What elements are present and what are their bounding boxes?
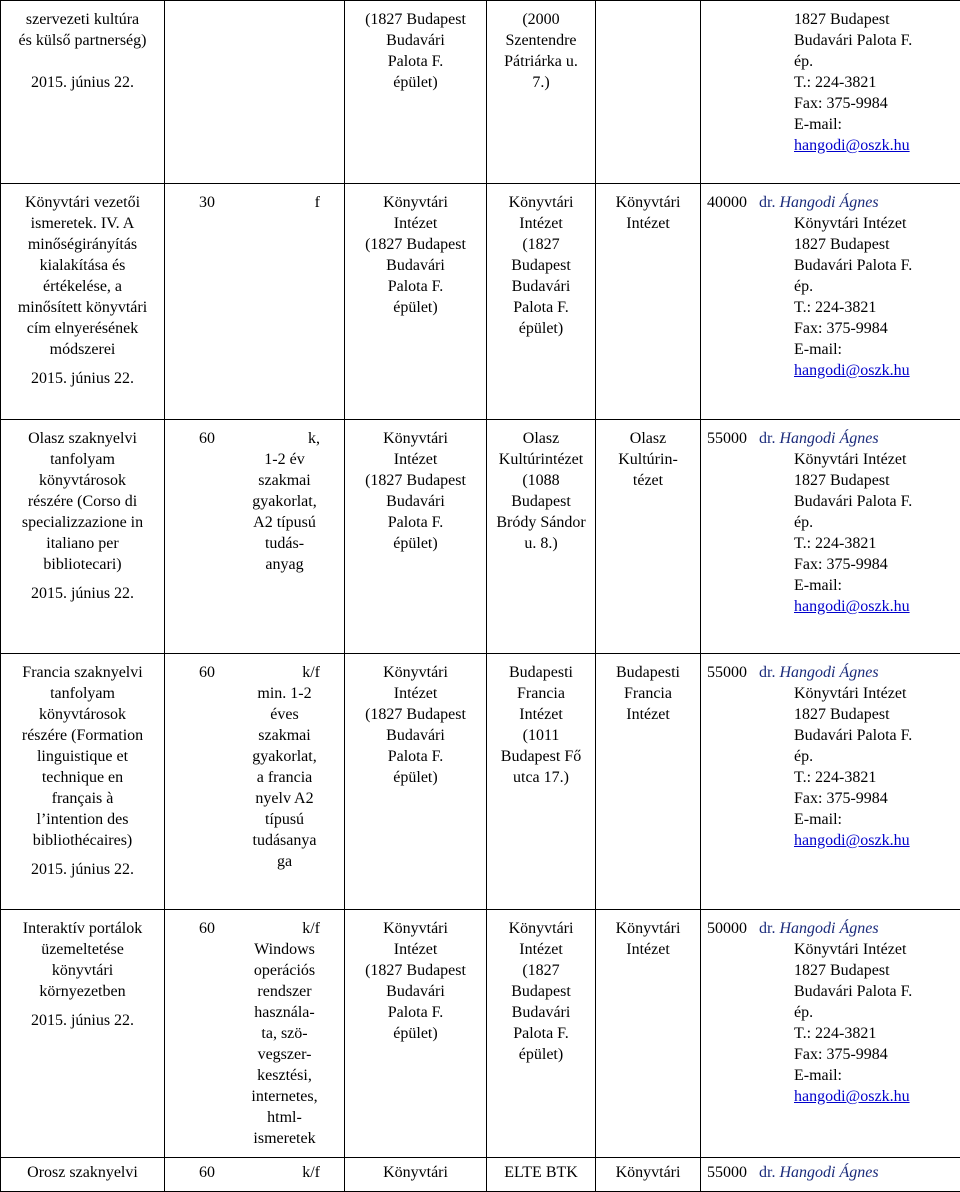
form-value: k/f	[302, 662, 320, 683]
venue-cell	[345, 184, 487, 420]
text-line: kialakítása és	[5, 255, 160, 276]
text-line: anyag	[229, 554, 340, 575]
course-date: 2015. június 22.	[5, 72, 160, 93]
text-line: Budavári Palota F.	[794, 725, 956, 746]
prerequisites	[169, 683, 340, 872]
organizer-cell	[487, 420, 596, 654]
course-name: Orosz szaknyelvi	[27, 1164, 138, 1181]
text-line: Könyvtári	[600, 192, 696, 213]
text-line: Intézet	[491, 939, 591, 960]
form-value: k/f	[302, 918, 320, 939]
text-line: T.: 224-3821	[794, 533, 956, 554]
text-line: épület)	[349, 297, 482, 318]
text-line: Budapest	[491, 255, 591, 276]
text-line: Könyvtári Intézet	[794, 449, 956, 470]
text-line: tanfolyam	[5, 683, 160, 704]
text-line: 1827 Budapest	[794, 704, 956, 725]
text-line: 7.)	[491, 72, 591, 93]
hours-value: 60	[199, 662, 215, 683]
table-row	[1, 184, 960, 420]
contact-cell	[701, 184, 960, 420]
text-line: Könyvtári	[349, 918, 482, 939]
text-line: környezetben	[5, 981, 160, 1002]
course-date: 2015. június 22.	[5, 368, 160, 389]
text-line: E-mail:	[794, 575, 956, 596]
applicant-value: Könyvtári	[616, 1164, 681, 1181]
text-line: Könyvtári	[349, 192, 482, 213]
course-date: 2015. június 22.	[5, 859, 160, 880]
hours-form	[169, 662, 340, 683]
text-line: internetes,	[229, 1086, 340, 1107]
course-date: 2015. június 22.	[5, 583, 160, 604]
text-line: típusú	[229, 809, 340, 830]
contact-title: dr.	[759, 430, 775, 447]
hours-form	[169, 918, 340, 939]
text-line: ép.	[794, 512, 956, 533]
hours-form	[169, 1162, 340, 1183]
prerequisites	[169, 939, 340, 1149]
text-line: minősített könyvtári	[5, 297, 160, 318]
text-line: Könyvtári Intézet	[794, 939, 956, 960]
text-line: Fax: 375-9984	[794, 1044, 956, 1065]
hours-form	[169, 428, 340, 449]
contact-details	[707, 213, 956, 381]
text-line: könyvtári	[5, 960, 160, 981]
text-line: ép.	[794, 51, 956, 72]
text-line: ép.	[794, 276, 956, 297]
course-cell	[1, 654, 165, 910]
text-line: 1827 Budapest	[794, 9, 956, 30]
fee-value: 40000	[707, 194, 747, 211]
text-line: (1827 Budapest	[349, 960, 482, 981]
text-line: Budavári	[349, 30, 482, 51]
text-line: (1827 Budapest	[349, 704, 482, 725]
fee-value: 50000	[707, 920, 747, 937]
hours-value: 60	[199, 918, 215, 939]
text-line: gyakorlat,	[229, 491, 340, 512]
text-line: Intézet	[600, 939, 696, 960]
text-line: (1827 Budapest	[349, 234, 482, 255]
contact-name: Hangodi Ágnes	[779, 194, 878, 211]
contact-title: dr.	[759, 194, 775, 211]
venue-value: Könyvtári	[383, 1164, 448, 1181]
contact-details	[707, 9, 956, 156]
text-line: Budavári	[491, 276, 591, 297]
text-line: Palota F.	[491, 1023, 591, 1044]
text-line: Intézet	[349, 683, 482, 704]
text-line: (1011	[491, 725, 591, 746]
email-link[interactable]: hangodi@oszk.hu	[794, 1088, 910, 1105]
course-table-body	[1, 1, 960, 1192]
hours-value: 30	[199, 192, 215, 213]
text-line: rendszer	[229, 981, 340, 1002]
text-line: ép.	[794, 746, 956, 767]
text-line: ta, szö-	[229, 1023, 340, 1044]
course-cell	[1, 1, 165, 184]
text-line: l’intention des	[5, 809, 160, 830]
text-line: T.: 224-3821	[794, 1023, 956, 1044]
text-line: E-mail:	[794, 339, 956, 360]
table-row	[1, 654, 960, 910]
text-line: Budapest	[491, 981, 591, 1002]
text-line: min. 1-2	[229, 683, 340, 704]
text-line: bibliothécaires)	[5, 830, 160, 851]
contact-cell	[701, 420, 960, 654]
text-line: Budavári	[491, 1002, 591, 1023]
table-row	[1, 1, 960, 184]
text-line: éves	[229, 704, 340, 725]
text-line: használa-	[229, 1002, 340, 1023]
fee-value: 55000	[707, 430, 747, 447]
text-line: tudás-	[229, 533, 340, 554]
contact-name: Hangodi Ágnes	[779, 920, 878, 937]
fee-contact-line	[707, 918, 956, 939]
text-line: (1827	[491, 234, 591, 255]
text-line: Francia szaknyelvi	[5, 662, 160, 683]
contact-name: Hangodi Ágnes	[779, 1164, 878, 1181]
text-line: Könyvtári	[349, 662, 482, 683]
text-line: Könyvtári Intézet	[794, 213, 956, 234]
applicant-cell	[596, 420, 701, 654]
contact-name: Hangodi Ágnes	[779, 430, 878, 447]
text-line: ga	[229, 851, 340, 872]
text-line: könyvtárosok	[5, 704, 160, 725]
text-line: kesztési,	[229, 1065, 340, 1086]
text-line: Bródy Sándor	[491, 512, 591, 533]
text-line: szervezeti kultúra	[5, 9, 160, 30]
applicant-cell	[596, 1158, 701, 1192]
text-line: részére (Corso di	[5, 491, 160, 512]
text-line: vegszer-	[229, 1044, 340, 1065]
hours-form-cell	[165, 1, 345, 184]
fee-value: 55000	[707, 664, 747, 681]
text-line: T.: 224-3821	[794, 297, 956, 318]
text-line: minőségirányítás	[5, 234, 160, 255]
text-line: tudásanya	[229, 830, 340, 851]
text-line: ismeretek. IV. A	[5, 213, 160, 234]
text-line: Fax: 375-9984	[794, 788, 956, 809]
text-line: 1827 Budapest	[794, 234, 956, 255]
course-cell	[1, 420, 165, 654]
text-line: Francia	[491, 683, 591, 704]
fee-contact-line	[707, 428, 956, 449]
text-line: E-mail:	[794, 114, 956, 135]
text-line: Palota F.	[349, 51, 482, 72]
text-line: Kultúrin-	[600, 449, 696, 470]
hours-form-cell	[165, 654, 345, 910]
venue-cell	[345, 1, 487, 184]
text-line: épület)	[349, 1023, 482, 1044]
text-line: gyakorlat,	[229, 746, 340, 767]
form-value: k,	[308, 428, 320, 449]
text-line: épület)	[349, 72, 482, 93]
course-cell	[1, 910, 165, 1158]
text-line: cím elnyerésének	[5, 318, 160, 339]
text-line: Fax: 375-9984	[794, 93, 956, 114]
organizer-cell	[487, 1158, 596, 1192]
text-line: ép.	[794, 1002, 956, 1023]
text-line: T.: 224-3821	[794, 767, 956, 788]
hours-form-cell	[165, 420, 345, 654]
text-line: Palota F.	[349, 1002, 482, 1023]
text-line: Fax: 375-9984	[794, 318, 956, 339]
applicant-cell	[596, 654, 701, 910]
contact-name: Hangodi Ágnes	[779, 664, 878, 681]
text-line: Budavári Palota F.	[794, 30, 956, 51]
organizer-cell	[487, 654, 596, 910]
course-cell	[1, 184, 165, 420]
text-line: Palota F.	[491, 297, 591, 318]
hours-form-cell	[165, 1158, 345, 1192]
text-line: Intézet	[349, 939, 482, 960]
contact-title: dr.	[759, 1164, 775, 1181]
text-line: szakmai	[229, 470, 340, 491]
text-line: Interaktív portálok	[5, 918, 160, 939]
text-line: Budapest	[491, 491, 591, 512]
venue-cell	[345, 420, 487, 654]
email-link[interactable]: hangodi@oszk.hu	[794, 832, 910, 849]
text-line: Intézet	[600, 704, 696, 725]
table-row	[1, 420, 960, 654]
text-line: T.: 224-3821	[794, 72, 956, 93]
text-line: Windows	[229, 939, 340, 960]
form-value: f	[315, 192, 320, 213]
text-line: bibliotecari)	[5, 554, 160, 575]
form-value: k/f	[302, 1162, 320, 1183]
venue-cell	[345, 910, 487, 1158]
text-line: Palota F.	[349, 276, 482, 297]
text-line: Budavári Palota F.	[794, 981, 956, 1002]
text-line: Olasz	[600, 428, 696, 449]
text-line: Intézet	[491, 704, 591, 725]
text-line: Budapest Fő	[491, 746, 591, 767]
text-line: (2000	[491, 9, 591, 30]
text-line: a francia	[229, 767, 340, 788]
text-line: üzemeltetése	[5, 939, 160, 960]
text-line: Budavári	[349, 981, 482, 1002]
text-line: Palota F.	[349, 746, 482, 767]
hours-value: 60	[199, 1162, 215, 1183]
table-row	[1, 1158, 960, 1192]
organizer-cell	[487, 184, 596, 420]
text-line: A2 típusú	[229, 512, 340, 533]
table-row	[1, 910, 960, 1158]
applicant-cell	[596, 910, 701, 1158]
text-line: 1-2 év	[229, 449, 340, 470]
text-line: technique en	[5, 767, 160, 788]
text-line: Budavári	[349, 491, 482, 512]
prerequisites	[169, 449, 340, 575]
text-line: Könyvtári	[600, 918, 696, 939]
contact-title: dr.	[759, 664, 775, 681]
text-line: Intézet	[349, 449, 482, 470]
text-line: specializzazione in	[5, 512, 160, 533]
hours-form	[169, 192, 340, 213]
text-line: Kultúrintézet	[491, 449, 591, 470]
venue-cell	[345, 654, 487, 910]
text-line: Budavári	[349, 255, 482, 276]
text-line: operációs	[229, 960, 340, 981]
text-line: 1827 Budapest	[794, 960, 956, 981]
text-line: Budavári Palota F.	[794, 255, 956, 276]
hours-value: 60	[199, 428, 215, 449]
text-line: Könyvtári vezetői	[5, 192, 160, 213]
text-line: html-	[229, 1107, 340, 1128]
text-line: nyelv A2	[229, 788, 340, 809]
contact-details	[707, 449, 956, 617]
email-link[interactable]: hangodi@oszk.hu	[794, 598, 910, 615]
text-line: és külső partnerség)	[5, 30, 160, 51]
contact-details	[707, 939, 956, 1107]
text-line: részére (Formation	[5, 725, 160, 746]
text-line: Budavári Palota F.	[794, 491, 956, 512]
applicant-cell	[596, 184, 701, 420]
email-link[interactable]: hangodi@oszk.hu	[794, 362, 910, 379]
text-line: (1827 Budapest	[349, 9, 482, 30]
text-line: (1088	[491, 470, 591, 491]
hours-form-cell	[165, 910, 345, 1158]
contact-title: dr.	[759, 920, 775, 937]
text-line: 1827 Budapest	[794, 470, 956, 491]
course-date: 2015. június 22.	[5, 1010, 160, 1031]
text-line: italiano per	[5, 533, 160, 554]
text-line: Olasz szaknyelvi	[5, 428, 160, 449]
text-line: Könyvtári	[491, 192, 591, 213]
contact-cell	[701, 910, 960, 1158]
contact-cell	[701, 654, 960, 910]
text-line: E-mail:	[794, 809, 956, 830]
text-line: Intézet	[600, 213, 696, 234]
text-line: Pátriárka u.	[491, 51, 591, 72]
text-line: módszerei	[5, 339, 160, 360]
text-line: épület)	[349, 767, 482, 788]
text-line: Olasz	[491, 428, 591, 449]
text-line: E-mail:	[794, 1065, 956, 1086]
text-line: épület)	[491, 1044, 591, 1065]
text-line: Palota F.	[349, 512, 482, 533]
text-line: tézet	[600, 470, 696, 491]
fee-contact-line	[707, 192, 956, 213]
venue-cell	[345, 1158, 487, 1192]
course-cell	[1, 1158, 165, 1192]
text-line: Intézet	[491, 213, 591, 234]
text-line: épület)	[349, 533, 482, 554]
fee-contact-line	[707, 662, 956, 683]
text-line: Francia	[600, 683, 696, 704]
organizer-cell	[487, 1, 596, 184]
contact-details	[707, 683, 956, 851]
fee-value: 55000	[707, 1164, 747, 1181]
text-line: Budavári	[349, 725, 482, 746]
applicant-cell	[596, 1, 701, 184]
hours-form-cell	[165, 184, 345, 420]
text-line: Könyvtári Intézet	[794, 683, 956, 704]
organizer-value: ELTE BTK	[504, 1164, 578, 1181]
text-line: épület)	[491, 318, 591, 339]
text-line: értékelése, a	[5, 276, 160, 297]
text-line: (1827	[491, 960, 591, 981]
text-line: linguistique et	[5, 746, 160, 767]
text-line: Budapesti	[600, 662, 696, 683]
text-line: szakmai	[229, 725, 340, 746]
text-line: u. 8.)	[491, 533, 591, 554]
email-link[interactable]: hangodi@oszk.hu	[794, 137, 910, 154]
text-line: (1827 Budapest	[349, 470, 482, 491]
text-line: Könyvtári	[491, 918, 591, 939]
text-line: Budapesti	[491, 662, 591, 683]
text-line: Könyvtári	[349, 428, 482, 449]
organizer-cell	[487, 910, 596, 1158]
text-line: français à	[5, 788, 160, 809]
contact-cell	[701, 1, 960, 184]
text-line: utca 17.)	[491, 767, 591, 788]
text-line: ismeretek	[229, 1128, 340, 1149]
text-line: tanfolyam	[5, 449, 160, 470]
text-line: Intézet	[349, 213, 482, 234]
text-line: Fax: 375-9984	[794, 554, 956, 575]
text-line: Szentendre	[491, 30, 591, 51]
contact-cell	[701, 1158, 960, 1192]
text-line: könyvtárosok	[5, 470, 160, 491]
